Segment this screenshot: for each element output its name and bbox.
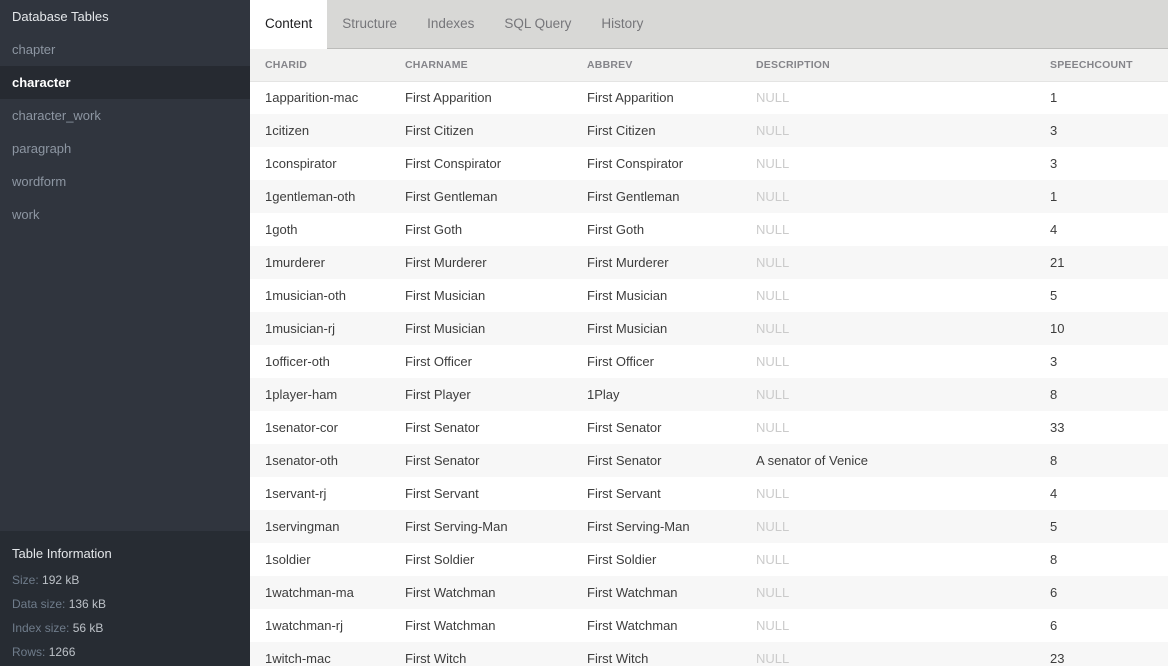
table-info-size: [12, 568, 238, 592]
table-row[interactable]: [250, 411, 1168, 444]
size-value: 192 kB: [42, 573, 80, 587]
cell-abbrev[interactable]: First Officer: [587, 354, 654, 369]
column-header-speechcount[interactable]: SPEECHCOUNT: [1050, 49, 1168, 81]
cell-abbrev[interactable]: First Witch: [587, 651, 649, 666]
table-row[interactable]: [250, 147, 1168, 180]
rows-label: Rows:: [12, 645, 46, 659]
cell-charname[interactable]: First Murderer: [405, 255, 487, 270]
table-row[interactable]: [250, 576, 1168, 609]
cell-speechcount[interactable]: 4: [1050, 222, 1058, 237]
cell-speechcount[interactable]: 6: [1050, 585, 1058, 600]
table-row[interactable]: [250, 312, 1168, 345]
cell-description[interactable]: A senator of Venice: [756, 453, 869, 468]
cell-charname[interactable]: First Goth: [405, 222, 463, 237]
table-row[interactable]: [250, 81, 1168, 114]
table-row[interactable]: [250, 378, 1168, 411]
cell-speechcount[interactable]: 1: [1050, 90, 1058, 106]
sidebar-item-work[interactable]: work: [12, 207, 40, 222]
sidebar-item-character-work[interactable]: character_work: [12, 108, 101, 123]
table-information-title: Table Information: [12, 546, 112, 561]
table-header: [250, 49, 1168, 81]
cell-charid[interactable]: 1servant-rj: [265, 486, 327, 501]
cell-description[interactable]: NULL: [756, 255, 790, 270]
cell-speechcount[interactable]: 5: [1050, 519, 1058, 534]
cell-speechcount[interactable]: 5: [1050, 288, 1058, 303]
cell-description[interactable]: NULL: [756, 222, 790, 237]
size-label: Size:: [12, 573, 39, 587]
cell-charname[interactable]: First Musician: [405, 321, 486, 336]
cell-description[interactable]: NULL: [756, 288, 790, 303]
cell-charid[interactable]: 1gentleman-oth: [265, 189, 356, 204]
cell-speechcount[interactable]: 8: [1050, 552, 1058, 567]
cell-charname[interactable]: First Apparition: [405, 90, 492, 106]
table-row[interactable]: [250, 279, 1168, 312]
cell-abbrev[interactable]: First Goth: [587, 222, 645, 237]
cell-charid[interactable]: 1musician-rj: [265, 321, 336, 336]
sidebar-item-wordform[interactable]: wordform: [12, 174, 67, 189]
cell-description[interactable]: NULL: [756, 651, 790, 666]
column-header-charname[interactable]: CHARNAME: [405, 49, 587, 81]
cell-charid[interactable]: 1soldier: [265, 552, 311, 567]
cell-charid[interactable]: 1murderer: [265, 255, 325, 270]
cell-charname[interactable]: First Musician: [405, 288, 486, 303]
cell-charname[interactable]: First Serving-Man: [405, 519, 508, 534]
column-header-abbrev[interactable]: ABBREV: [587, 49, 756, 81]
cell-description[interactable]: NULL: [756, 321, 790, 336]
cell-description[interactable]: NULL: [756, 618, 790, 633]
cell-charid[interactable]: 1servingman: [265, 519, 340, 534]
rows-value: 1266: [48, 645, 76, 659]
table-info-rows: [12, 640, 238, 664]
cell-charid[interactable]: 1senator-cor: [265, 420, 338, 435]
cell-charname[interactable]: First Watchman: [405, 585, 496, 600]
cell-speechcount[interactable]: 3: [1050, 123, 1058, 138]
cell-abbrev[interactable]: First Conspirator: [587, 156, 684, 171]
cell-charid[interactable]: 1conspirator: [265, 156, 337, 171]
cell-abbrev[interactable]: 1Play: [587, 387, 620, 402]
cell-description[interactable]: NULL: [756, 420, 790, 435]
index-size-value: 56 kB: [72, 621, 104, 635]
main-panel: [250, 0, 1168, 666]
cell-speechcount[interactable]: 21: [1050, 255, 1065, 270]
tab-history[interactable]: History: [601, 16, 644, 31]
cell-abbrev[interactable]: First Senator: [587, 453, 662, 468]
cell-charname[interactable]: First Soldier: [405, 552, 475, 567]
table-row[interactable]: [250, 180, 1168, 213]
cell-charid[interactable]: 1goth: [265, 222, 298, 237]
column-header-description[interactable]: DESCRIPTION: [756, 49, 1050, 81]
table-row[interactable]: [250, 114, 1168, 147]
tab-content[interactable]: Content: [250, 0, 327, 49]
cell-abbrev[interactable]: First Watchman: [587, 585, 678, 600]
cell-description[interactable]: NULL: [756, 354, 790, 369]
data-size-label: Data size:: [12, 597, 66, 611]
cell-charid[interactable]: 1player-ham: [265, 387, 338, 402]
column-header-charid[interactable]: CHARID: [250, 49, 405, 81]
cell-abbrev[interactable]: First Soldier: [587, 552, 657, 567]
sidebar-item-paragraph[interactable]: paragraph: [12, 141, 72, 156]
table-row[interactable]: [250, 444, 1168, 477]
tab-structure[interactable]: Structure: [342, 16, 398, 31]
cell-abbrev[interactable]: First Musician: [587, 321, 668, 336]
cell-charname[interactable]: First Gentleman: [405, 189, 498, 204]
sidebar-item-chapter[interactable]: chapter: [12, 42, 56, 57]
table-row[interactable]: [250, 477, 1168, 510]
data-table: [250, 49, 1168, 666]
cell-description[interactable]: NULL: [756, 552, 790, 567]
cell-charid[interactable]: 1musician-oth: [265, 288, 346, 303]
table-row[interactable]: [250, 345, 1168, 378]
cell-abbrev[interactable]: First Citizen: [587, 123, 656, 138]
cell-abbrev[interactable]: First Murderer: [587, 255, 669, 270]
cell-description[interactable]: NULL: [756, 486, 790, 501]
cell-abbrev[interactable]: First Apparition: [587, 90, 674, 106]
cell-speechcount[interactable]: 3: [1050, 354, 1058, 369]
cell-description[interactable]: NULL: [756, 519, 790, 534]
table-row[interactable]: [250, 543, 1168, 576]
cell-charid[interactable]: 1watchman-rj: [265, 618, 344, 633]
table-info-data-size: [12, 592, 238, 616]
cell-description[interactable]: NULL: [756, 123, 790, 138]
cell-abbrev[interactable]: First Musician: [587, 288, 668, 303]
cell-charname[interactable]: First Watchman: [405, 618, 496, 633]
cell-description[interactable]: NULL: [756, 156, 790, 171]
sidebar-item-character[interactable]: character: [0, 66, 250, 99]
cell-abbrev[interactable]: First Watchman: [587, 618, 678, 633]
cell-charname[interactable]: First Senator: [405, 420, 480, 435]
cell-charname[interactable]: First Witch: [405, 651, 467, 666]
cell-speechcount[interactable]: 10: [1050, 321, 1065, 336]
cell-description[interactable]: NULL: [756, 585, 790, 600]
cell-charname[interactable]: First Senator: [405, 453, 480, 468]
cell-description[interactable]: NULL: [756, 387, 790, 402]
tab-indexes[interactable]: Indexes: [427, 16, 475, 31]
table-body: [250, 81, 1168, 666]
table-row[interactable]: [250, 213, 1168, 246]
tab-bar: [250, 0, 1168, 49]
table-row[interactable]: [250, 642, 1168, 666]
data-size-value: 136 kB: [68, 597, 107, 611]
cell-speechcount[interactable]: 33: [1050, 420, 1065, 435]
table-row[interactable]: [250, 246, 1168, 279]
cell-speechcount[interactable]: 1: [1050, 189, 1058, 204]
cell-speechcount[interactable]: 3: [1050, 156, 1058, 171]
cell-charname[interactable]: First Servant: [405, 486, 479, 501]
cell-charid[interactable]: 1senator-oth: [265, 453, 338, 468]
cell-abbrev[interactable]: First Senator: [587, 420, 662, 435]
cell-description[interactable]: NULL: [756, 90, 790, 106]
cell-abbrev[interactable]: First Gentleman: [587, 189, 680, 204]
cell-charid[interactable]: 1apparition-mac: [265, 90, 359, 106]
cell-charname[interactable]: First Conspirator: [405, 156, 502, 171]
sidebar: [0, 0, 250, 666]
cell-charid[interactable]: 1citizen: [265, 123, 310, 138]
cell-speechcount[interactable]: 8: [1050, 453, 1058, 468]
table-information-panel: [0, 531, 250, 666]
cell-abbrev[interactable]: First Serving-Man: [587, 519, 690, 534]
sidebar-title: Database Tables: [12, 9, 109, 24]
cell-speechcount[interactable]: 4: [1050, 486, 1058, 501]
cell-abbrev[interactable]: First Servant: [587, 486, 661, 501]
cell-speechcount[interactable]: 6: [1050, 618, 1058, 633]
table-content-area: [250, 49, 1168, 666]
table-info-index-size: [12, 616, 238, 640]
tab-sql-query[interactable]: SQL Query: [504, 16, 572, 31]
cell-charname[interactable]: First Citizen: [405, 123, 474, 138]
table-row[interactable]: [250, 510, 1168, 543]
cell-speechcount[interactable]: 23: [1050, 651, 1065, 666]
index-size-label: Index size:: [12, 621, 70, 635]
table-row[interactable]: [250, 609, 1168, 642]
cell-charid[interactable]: 1witch-mac: [265, 651, 331, 666]
cell-charid[interactable]: 1officer-oth: [265, 354, 330, 369]
cell-description[interactable]: NULL: [756, 189, 790, 204]
cell-charid[interactable]: 1watchman-ma: [265, 585, 354, 600]
cell-charname[interactable]: First Officer: [405, 354, 472, 369]
cell-charname[interactable]: First Player: [405, 387, 471, 402]
cell-speechcount[interactable]: 8: [1050, 387, 1058, 402]
